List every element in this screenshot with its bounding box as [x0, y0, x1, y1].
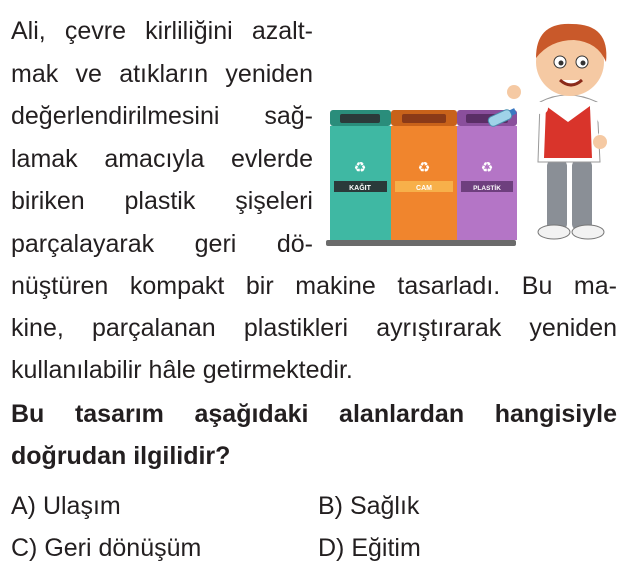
passage-line: değerlendirilmesini sağ- — [11, 102, 313, 130]
passage-line: mak ve atıkların yeniden — [11, 60, 313, 88]
question-line: doğrudan ilgilidir? — [11, 442, 231, 470]
recycle-bin-plastic — [457, 110, 517, 240]
passage-line: lamak amacıyla evlerde — [11, 145, 313, 173]
recycle-icon: ♻ — [417, 159, 431, 175]
bin-label: KAĞIT — [349, 185, 371, 192]
passage-line: nüştüren kompakt bir makine tasarladı. Bu ma- — [11, 272, 617, 300]
option-c[interactable]: C) Geri dönüşüm — [11, 534, 202, 562]
recycle-bin-glass — [391, 110, 457, 240]
passage-line: parçalayarak geri dö- — [11, 230, 313, 258]
recycle-bin-paper — [330, 110, 391, 240]
option-a[interactable]: A) Ulaşım — [11, 492, 121, 520]
bin-label: PLASTİK — [473, 185, 501, 192]
question-line: Bu tasarım aşağıdaki alanlardan hangisiyle — [11, 400, 617, 428]
boy-character — [507, 24, 607, 239]
option-d[interactable]: D) Eğitim — [318, 534, 421, 562]
option-b[interactable]: B) Sağlık — [318, 492, 420, 520]
passage-line: kine, parçalanan plastikleri ayrıştırarak yeniden — [11, 314, 617, 342]
bin-label: CAM — [416, 185, 432, 192]
passage-line: biriken plastik şişeleri — [11, 187, 313, 215]
recycling-illustration — [322, 10, 622, 250]
recycle-icon: ♻ — [353, 159, 367, 175]
recycle-icon: ♻ — [480, 159, 494, 175]
passage-line: Ali, çevre kirliliğini azalt- — [11, 17, 313, 45]
passage-line: kullanılabilir hâle getirmektedir. — [11, 356, 353, 384]
